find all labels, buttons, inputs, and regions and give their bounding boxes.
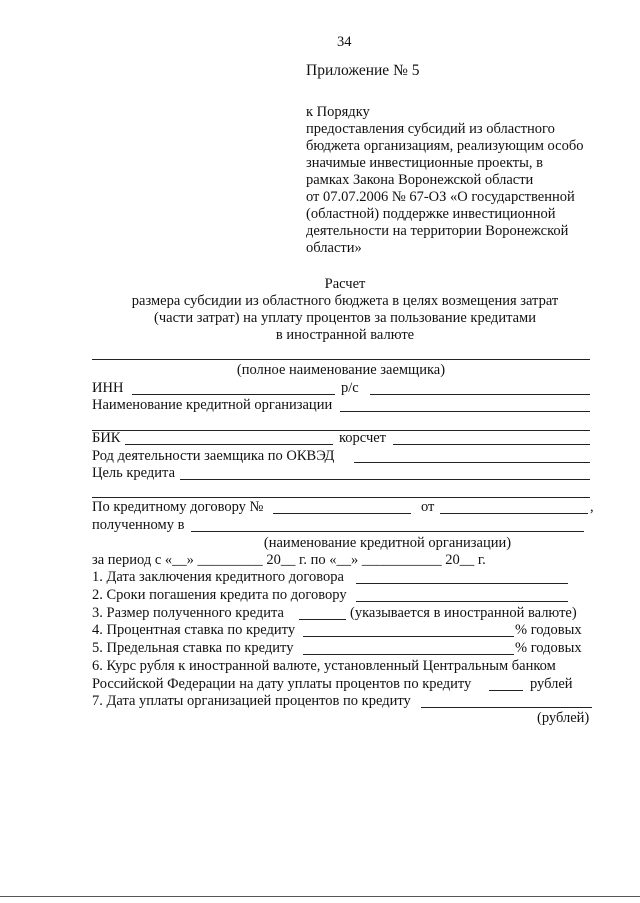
scan-bottom-edge xyxy=(0,896,640,897)
inn-line xyxy=(132,394,335,395)
item-6-unit: рублей xyxy=(530,676,573,692)
inn-label: ИНН xyxy=(92,380,124,396)
contract-number-line xyxy=(273,513,411,514)
order-ref-line: рамках Закона Воронежской области xyxy=(306,172,534,188)
contract-comma: , xyxy=(590,499,594,515)
order-ref-line: бюджета организациям, реализующим особо xyxy=(306,138,584,154)
order-ref-line: значимые инвестиционные проекты, в xyxy=(306,155,543,171)
credit-purpose-line xyxy=(180,479,590,480)
contract-from-label: от xyxy=(421,499,435,515)
item-5: 5. Предельная ставка по кредиту xyxy=(92,640,294,656)
item-6-line-2: Российской Федерации на дату уплаты процентов по кредиту xyxy=(92,676,472,692)
page-number: 34 xyxy=(337,34,352,50)
credit-purpose-line-2 xyxy=(92,497,590,498)
appendix-title: Приложение № 5 xyxy=(306,62,420,79)
heading-line: Расчет xyxy=(324,276,366,292)
order-ref-line: (областной) поддержке инвестиционной xyxy=(306,206,556,222)
credit-org-label: Наименование кредитной организации xyxy=(92,397,333,413)
item-3: 3. Размер полученного кредита xyxy=(92,605,284,621)
account-label: р/с xyxy=(341,380,359,396)
item-3-note: (указывается в иностранной валюте) xyxy=(350,605,577,621)
order-ref-line: деятельности на территории Воронежской xyxy=(306,223,569,239)
item-4: 4. Процентная ставка по кредиту xyxy=(92,622,296,638)
item-3-line xyxy=(299,619,346,620)
heading-line: в иностранной валюте xyxy=(275,327,415,343)
contract-label: По кредитному договору № xyxy=(92,499,264,515)
corr-account-label: корсчет xyxy=(339,430,387,446)
item-2: 2. Сроки погашения кредита по договору xyxy=(92,587,347,603)
corr-account-line xyxy=(393,444,590,445)
order-ref-line: от 07.07.2006 № 67-ОЗ «О государственной xyxy=(306,189,575,205)
bik-line xyxy=(125,444,333,445)
received-in-line xyxy=(191,531,584,532)
item-4-line xyxy=(303,636,514,637)
item-2-line xyxy=(356,601,568,602)
okved-line xyxy=(354,462,590,463)
received-in-label: полученному в xyxy=(92,517,185,533)
item-1-line xyxy=(356,583,568,584)
okved-label: Род деятельности заемщика по ОКВЭД xyxy=(92,448,335,464)
rubles-caption: (рублей) xyxy=(537,710,590,726)
order-ref-line: области» xyxy=(306,240,362,256)
heading-line: (части затрат) на уплату процентов за пользование кредитами xyxy=(154,310,536,326)
item-5-line xyxy=(303,654,514,655)
order-ref-line: к Порядку xyxy=(306,104,370,120)
credit-org-line xyxy=(340,411,590,412)
bik-label: БИК xyxy=(92,430,121,446)
account-line xyxy=(370,394,590,395)
item-4-unit: % годовых xyxy=(515,622,582,638)
heading-line: размера субсидии из областного бюджета в целях возмещения затрат xyxy=(131,293,559,309)
item-6-line xyxy=(489,690,523,691)
borrower-caption: (полное наименование заемщика) xyxy=(236,362,446,378)
period-line: за период с «__» _________ 20__ г. по «__» ___________ 20__ г. xyxy=(92,552,486,568)
item-7-line xyxy=(421,707,592,708)
credit-org-caption: (наименование кредитной организации) xyxy=(263,535,512,551)
order-ref-line: предоставления субсидий из областного xyxy=(306,121,555,137)
contract-date-line xyxy=(440,513,588,514)
item-6-line-1: 6. Курс рубля к иностранной валюте, установленный Центральным банком xyxy=(92,658,556,674)
item-1: 1. Дата заключения кредитного договора xyxy=(92,569,344,585)
borrower-name-line xyxy=(92,359,590,360)
item-7: 7. Дата уплаты организацией процентов по кредиту xyxy=(92,693,411,709)
item-5-unit: % годовых xyxy=(515,640,582,656)
credit-purpose-label: Цель кредита xyxy=(92,465,176,481)
